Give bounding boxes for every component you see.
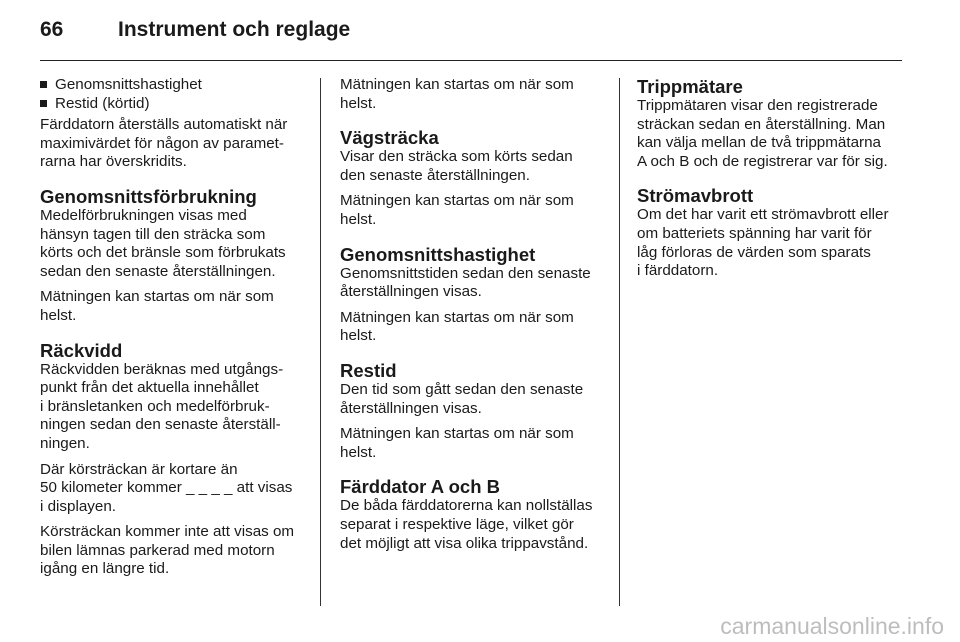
paragraph: Färddatorn återställs automatiskt när maximivärdet för någon av paramet- rarna har överskridits. bbox=[40, 116, 288, 171]
column-divider bbox=[320, 78, 321, 606]
page-header bbox=[40, 16, 902, 50]
section-heading: Vägsträcka bbox=[340, 127, 439, 149]
list-item: Genomsnittshastighet bbox=[40, 76, 308, 95]
column-right bbox=[637, 76, 905, 288]
paragraph: Räckvidden beräknas med utgångs- punkt från det aktuella innehållet i bränsletanken och medelförbruk- ningen sedan den senaste återställ- ningen. bbox=[40, 360, 284, 452]
section-heading: Trippmätare bbox=[637, 76, 743, 97]
section-heading: Genomsnittshastighet bbox=[340, 243, 536, 265]
column-left bbox=[40, 76, 308, 586]
paragraph: Om det har varit ett strömavbrott eller om batteriets spänning har varit för låg förloras de värden som sparats i färddatorn. bbox=[637, 206, 889, 280]
paragraph: Mätningen kan startas om när som helst. bbox=[340, 76, 574, 112]
paragraph: Visar den sträcka som körts sedan den senaste återställningen. bbox=[340, 148, 573, 184]
bullet-list bbox=[40, 76, 308, 113]
section-heading: Färddator A och B bbox=[340, 476, 500, 498]
section-heading: Genomsnittsförbrukning bbox=[40, 185, 257, 207]
page-title: Instrument och reglage bbox=[118, 18, 351, 41]
paragraph: De båda färddatorerna kan nollställas separat i respektive läge, vilket gör det möjligt att visa olika trippavstånd. bbox=[340, 497, 593, 552]
list-item: Restid (körtid) bbox=[40, 95, 308, 114]
square-bullet-icon bbox=[40, 100, 47, 107]
paragraph: Genomsnittstiden sedan den senaste återställningen visas. bbox=[340, 264, 591, 301]
column-divider bbox=[619, 78, 620, 606]
column-middle bbox=[340, 76, 608, 560]
paragraph: Medelförbrukningen visas med hänsyn tagen till den sträcka som körts och det bränsle som förbrukats sedan den senaste återställningen. bbox=[40, 206, 286, 280]
paragraph: Mätningen kan startas om när som helst. bbox=[340, 192, 574, 228]
watermark: carmanualsonline.info bbox=[720, 613, 944, 639]
header-divider bbox=[40, 60, 902, 61]
paragraph: Där körsträckan är kortare än 50 kilometer kommer _ _ _ _ att visas i displayen. bbox=[40, 460, 293, 515]
section-heading: Räckvidd bbox=[40, 339, 123, 361]
paragraph: Mätningen kan startas om när som helst. bbox=[340, 425, 574, 461]
section-heading: Restid bbox=[340, 359, 397, 381]
paragraph: Trippmätaren visar den registrerade sträckan sedan en återställning. Man kan välja mellan de två trippmätarna A och B och de registrerar var för sig. bbox=[637, 97, 888, 170]
section-heading: Strömavbrott bbox=[637, 185, 754, 207]
paragraph: Mätningen kan startas om när som helst. bbox=[40, 288, 274, 324]
square-bullet-icon bbox=[40, 81, 47, 88]
paragraph: Mätningen kan startas om när som helst. bbox=[340, 308, 574, 345]
paragraph: Den tid som gått sedan den senaste återställningen visas. bbox=[340, 380, 584, 417]
paragraph: Körsträckan kommer inte att visas om bilen lämnas parkerad med motorn igång en längre tid. bbox=[40, 523, 295, 578]
page-number: 66 bbox=[40, 18, 64, 41]
